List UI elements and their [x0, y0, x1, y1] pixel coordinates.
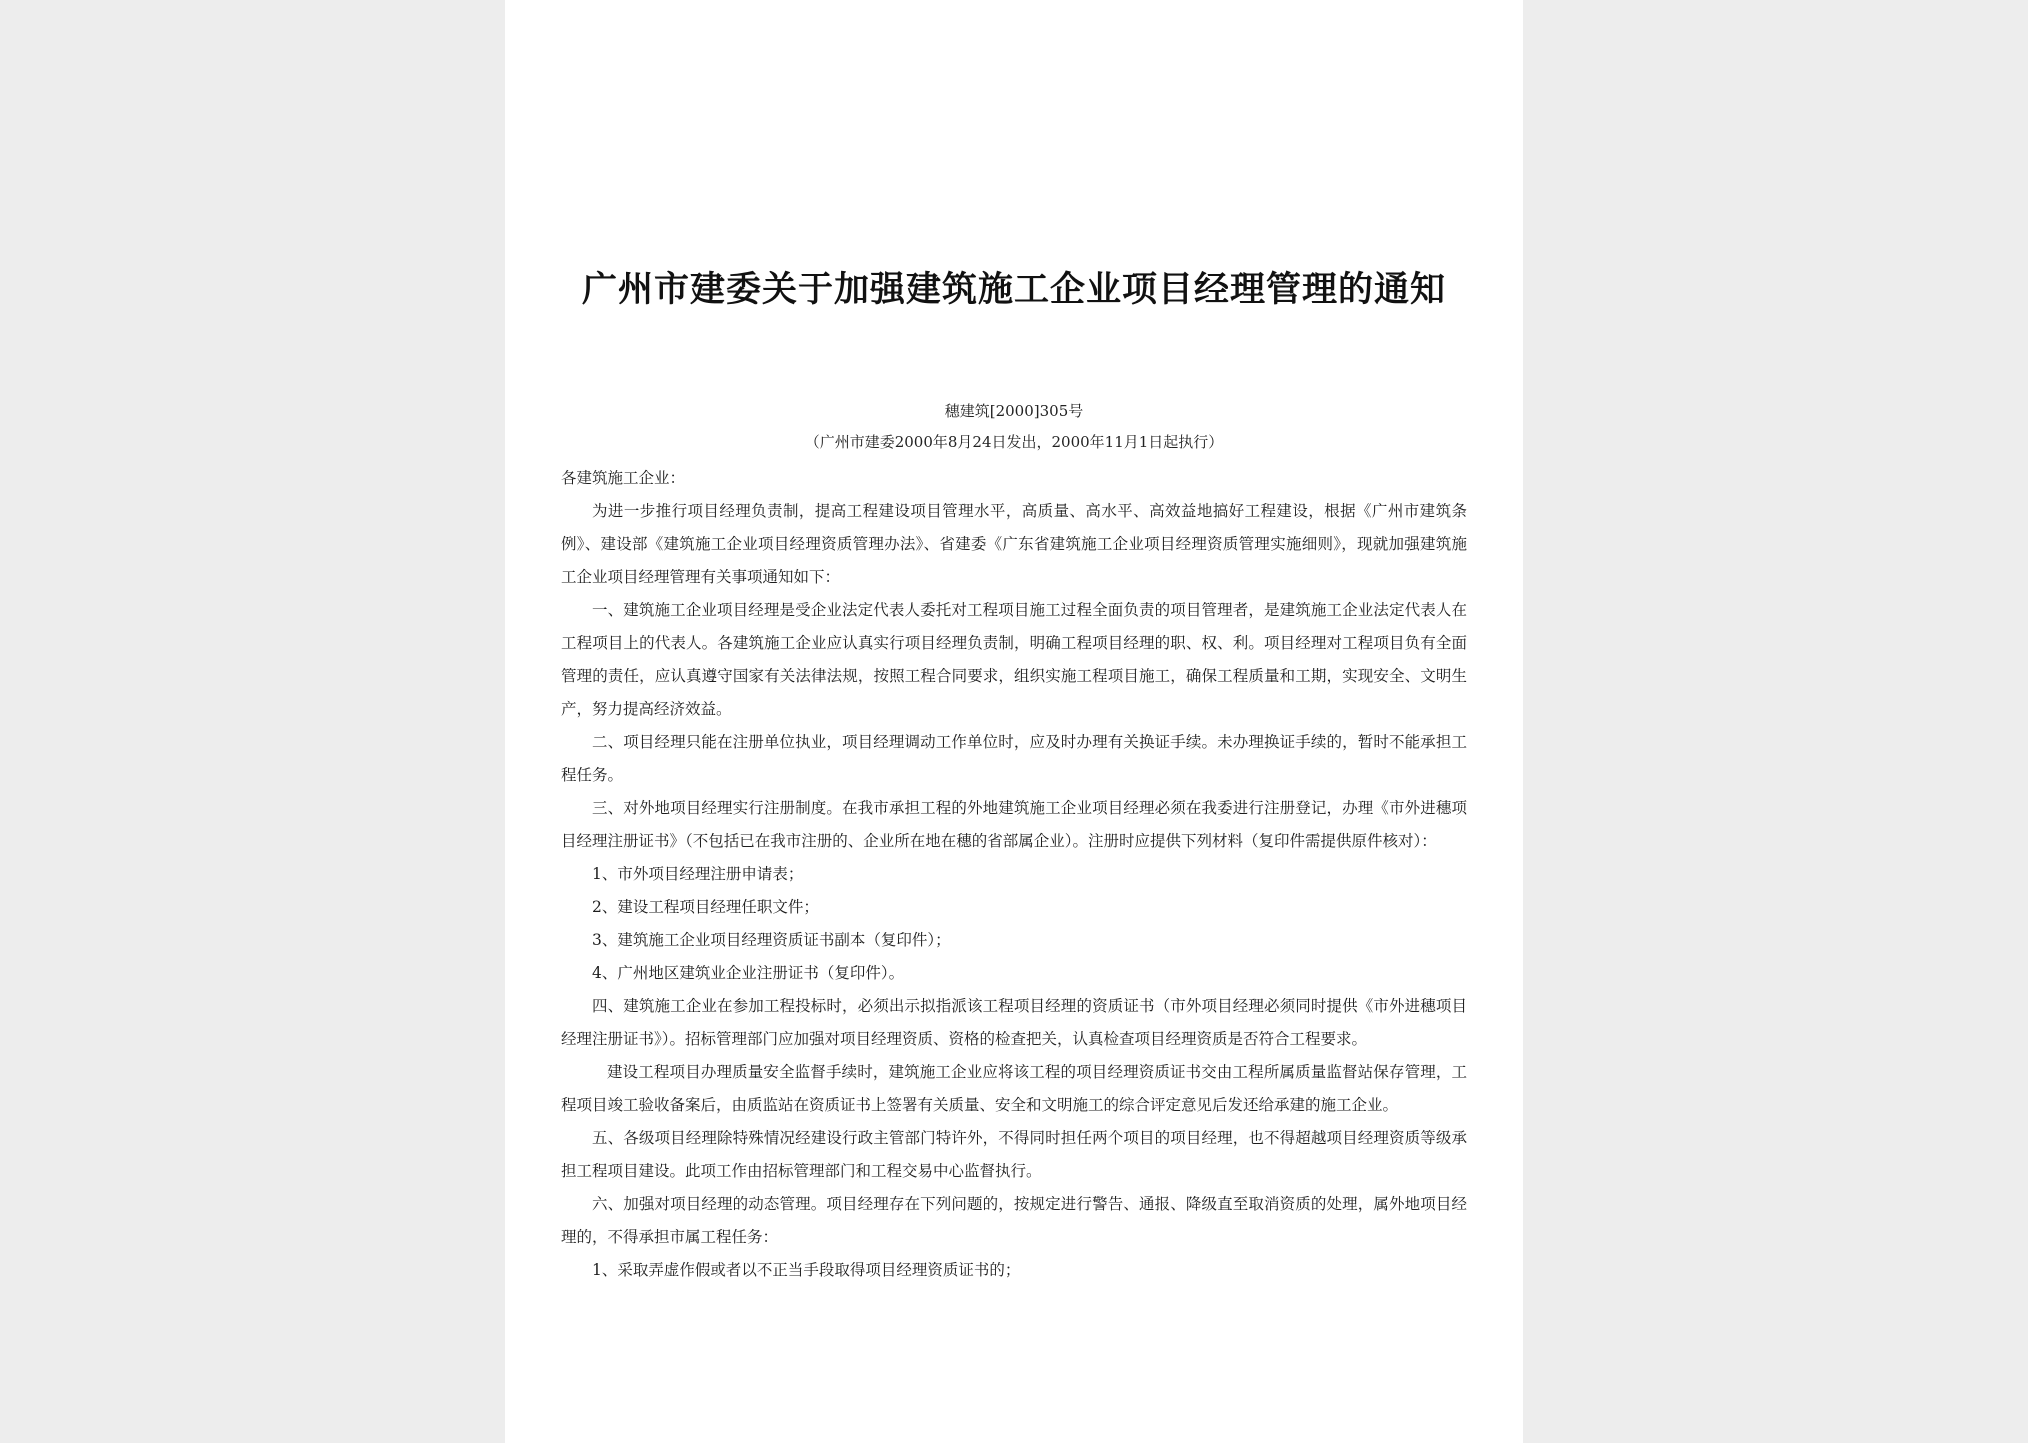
paragraph-five: 五、各级项目经理除特殊情况经建设行政主管部门特许外，不得同时担任两个项目的项目经理，也不得超越项目经理资质等级承担工程项目建设。此项工作由招标管理部门和工程交易中心监督执行。	[561, 1129, 1467, 1180]
paragraph-two: 二、项目经理只能在注册单位执业，项目经理调动工作单位时，应及时办理有关换证手续。未办理换证手续的，暂时不能承担工程任务。	[561, 733, 1467, 784]
paragraph-four-continued: 建设工程项目办理质量安全监督手续时，建筑施工企业应将该工程的项目经理资质证书交由工程所属质量监督站保存管理，工程项目竣工验收备案后，由质监站在资质证书上签署有关质量、安全和文明施工的综合评定意见后发还给承建的施工企业。	[561, 1063, 1467, 1114]
document-page	[505, 0, 1523, 1443]
list-item: 4、广州地区建筑业企业注册证书（复印件）。	[592, 964, 905, 982]
document-title: 广州市建委关于加强建筑施工企业项目经理管理的通知	[581, 270, 1446, 310]
salutation: 各建筑施工企业：	[561, 469, 686, 487]
paragraph-intro: 为进一步推行项目经理负责制，提高工程建设项目管理水平，高质量、高水平、高效益地搞好工程建设，根据《广州市建筑条例》、建设部《建筑施工企业项目经理资质管理办法》、省建委《广东省建筑施工企业项目经理资质管理实施细则》，现就加强建筑施工企业项目经理管理有关事项通知如下：	[561, 502, 1467, 586]
list-item: 1、市外项目经理注册申请表；	[592, 865, 804, 883]
paragraph-three: 三、对外地项目经理实行注册制度。在我市承担工程的外地建筑施工企业项目经理必须在我委进行注册登记，办理《市外进穗项目经理注册证书》（不包括已在我市注册的、企业所在地在穗的省部属企业）。注册时应提供下列材料（复印件需提供原件核对）：	[561, 799, 1467, 850]
issue-note: （广州市建委2000年8月24日发出，2000年11月1日起执行）	[804, 433, 1224, 451]
list-item: 3、建筑施工企业项目经理资质证书副本（复印件）；	[592, 931, 951, 949]
paragraph-one: 一、建筑施工企业项目经理是受企业法定代表人委托对工程项目施工过程全面负责的项目管理者，是建筑施工企业法定代表人在工程项目上的代表人。各建筑施工企业应认真实行项目经理负责制，明确工程项目经理的职、权、利。项目经理对工程项目负有全面管理的责任，应认真遵守国家有关法律法规，按照工程合同要求，组织实施工程项目施工，确保工程质量和工期，实现安全、文明生产，努力提高经济效益。	[561, 601, 1467, 718]
list-item: 2、建设工程项目经理任职文件；	[592, 898, 819, 916]
paragraph-six: 六、加强对项目经理的动态管理。项目经理存在下列问题的，按规定进行警告、通报、降级直至取消资质的处理，属外地项目经理的，不得承担市属工程任务：	[561, 1195, 1467, 1246]
document-number: 穗建筑[2000]305号	[944, 402, 1084, 420]
paragraph-four: 四、建筑施工企业在参加工程投标时，必须出示拟指派该工程项目经理的资质证书（市外项目经理必须同时提供《市外进穗项目经理注册证书》）。招标管理部门应加强对项目经理资质、资格的检查把关，认真检查项目经理资质是否符合工程要求。	[561, 997, 1467, 1048]
document-body	[561, 462, 1467, 1287]
list-item: 1、采取弄虚作假或者以不正当手段取得项目经理资质证书的；	[592, 1261, 1021, 1279]
